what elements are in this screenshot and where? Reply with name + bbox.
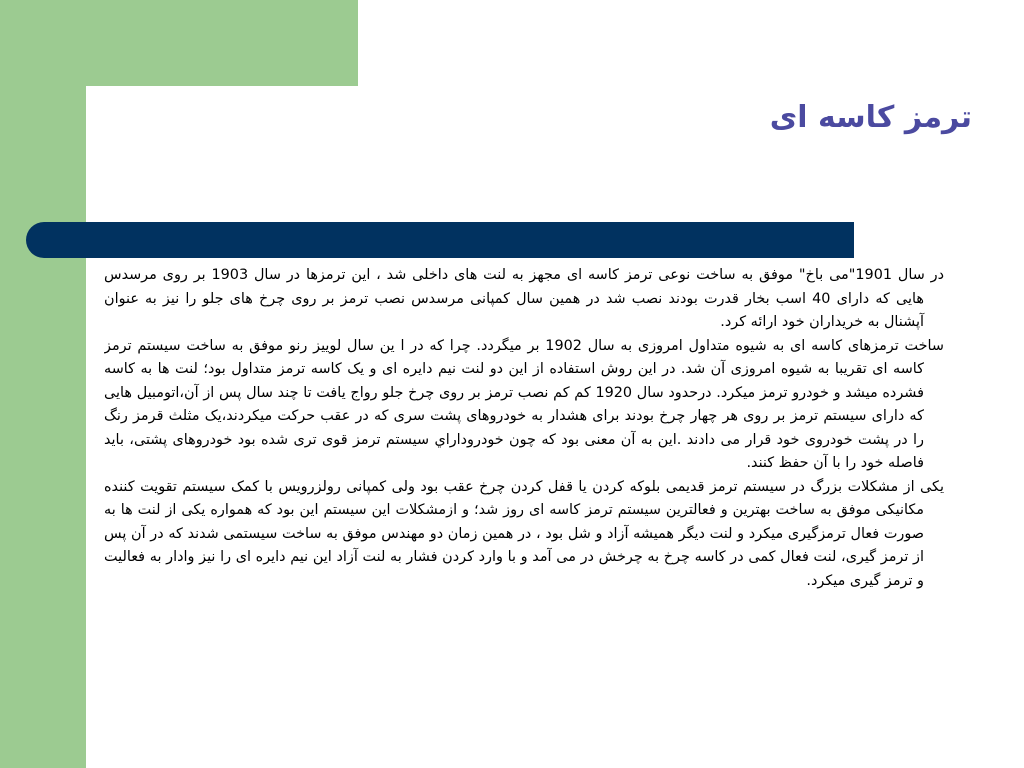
body-paragraph: ساخت ترمزهای کاسه ای به شیوه متداول امروزی به سال 1902 بر میگردد. چرا که در ا ین سال لوییز رنو موفق به ساخت سیستم ترمز کاسه ای تقریبا به شیوه امروزی آن شد. در این روش استفاده از این دو لنت نیم دایره ای و یک کاسه ترمز متداول بود؛ لنت ها به کاسه فشرده میشد و خودرو ترمز میکرد. درحدود سال 1920 کم کم نصب ترمز بر روی چرخ جلو رواج یافت تا چند سال پس از آن،اتومبیل هایی که دارای سیستم ترمز بر روی هر چهار چرخ بودند برای هشدار به خودروهای پشت سری که در عقب حرکت میکردند،یک مثلث قرمز رنگ را در پشت خودروی خود قرار می دادند .این به آن معنی بود که چون خودروداراي سیستم ترمز قوی تری شده بود خودروهای پشتی، باید فاصله خود را با آن حفظ کنند. — [104, 337, 944, 471]
slide-title: ترمز کاسه ای — [769, 100, 972, 135]
body-paragraph: یکی از مشکلات بزرگ در سیستم ترمز قدیمی بلوکه کردن یا قفل کردن چرخ عقب بود ولی کمپانی رولزرویس با کمک سیستم تقویت کننده مکانیکی موفق به ساخت بهترین و فعالترین سیستم ترمز کاسه ای روز شد؛ و ازمشکلات این سیستم این بود که همواره یکی از لنت ها به صورت فعال ترمزگیری میکرد و لنت دیگر همیشه آزاد و شل بود ، در همین زمان دو مهندس موفق به ساخت سیستمی شدند که در آن پس از ترمز گیری، لنت فعال کمی در کاسه چرخ به چرخش در می آمد و با وارد کردن فشار به لنت آزاد این نیم دایره ای را نیز وادار به فعالیت و ترمز گیری میکرد. — [104, 478, 944, 589]
body-paragraph: در سال 1901"می باخ" موفق به ساخت نوعی ترمز کاسه ای مجهز به لنت های داخلی شد ، این ترمزها در سال 1903 بر روی مرسدس هایی که دارای 40 اسب بخار قدرت بودند نصب شد در همین سال کمپانی مرسدس نصب ترمز بر روی چرخ های جلو را نیز به عنوان آپشنال به خریداران خود ارائه کرد. — [104, 267, 944, 330]
green-accent-strip-left — [0, 0, 86, 768]
slide-body — [104, 264, 944, 764]
title-underline-bar — [26, 222, 854, 258]
